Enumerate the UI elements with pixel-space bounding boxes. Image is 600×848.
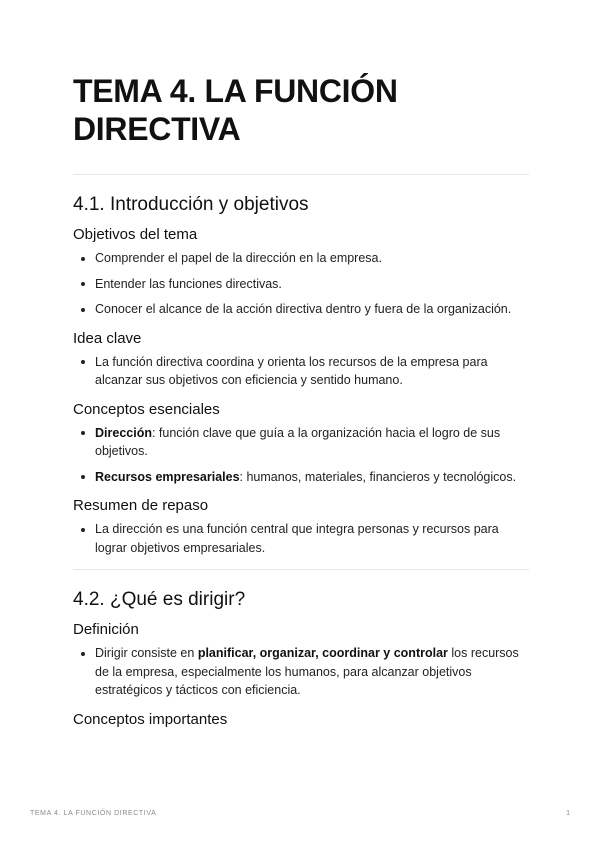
section-heading-que-es-dirigir: 4.2. ¿Qué es dirigir? (73, 589, 246, 610)
list-item (73, 468, 529, 487)
subheading-objetivos: Objetivos del tema (73, 226, 198, 243)
footer-document-title: TEMA 4. LA FUNCIÓN DIRECTIVA (30, 810, 157, 817)
term-definition: : humanos, materiales, financieros y tecnológicos. (239, 469, 517, 484)
subheading-resumen: Resumen de repaso (73, 497, 209, 514)
definicion-list (73, 644, 529, 700)
document-title (73, 72, 529, 148)
term-bold: Recursos empresariales (95, 469, 240, 484)
document-title-line-2: DIRECTIVA (73, 111, 241, 147)
page-content (73, 72, 529, 730)
term-definition: : función clave que guía a la organización hacia el logro de sus objetivos. (95, 425, 501, 458)
definition-text-end: los recursos de la empresa, especialmente los humanos, para alcanzar objetivos estratégicos y tácticos con eficiencia. (95, 646, 519, 697)
definition-text-start: Dirigir consiste en (95, 646, 198, 660)
resumen-list (73, 520, 529, 557)
list-item: Conocer el alcance de la acción directiva dentro y fuera de la organización. (73, 300, 529, 319)
conceptos-esenciales-list (73, 424, 529, 487)
footer-page-number: 1 (566, 810, 570, 817)
list-item: La función directiva coordina y orienta los recursos de la empresa para alcanzar sus objetivos con eficiencia y sentido humano. (73, 353, 529, 390)
subheading-definicion: Definición (73, 621, 139, 638)
document-title-line-1: TEMA 4. LA FUNCIÓN (73, 73, 398, 109)
definition-bold: planificar, organizar, coordinar y controlar (197, 646, 448, 660)
term-bold: Dirección (95, 425, 152, 440)
list-item (73, 424, 529, 461)
title-divider (73, 174, 529, 175)
subheading-conceptos-importantes: Conceptos importantes (73, 710, 228, 728)
idea-clave-list (73, 353, 529, 390)
section-divider (73, 569, 529, 570)
list-item: La dirección es una función central que integra personas y recursos para lograr objetivos empresariales. (73, 520, 529, 557)
list-item: Comprender el papel de la dirección en la empresa. (73, 249, 529, 268)
section-heading-introduccion: 4.1. Introducción y objetivos (73, 194, 309, 215)
list-item (73, 644, 529, 700)
subheading-idea-clave: Idea clave (73, 329, 142, 347)
objetivos-list (73, 249, 529, 319)
list-item: Entender las funciones directivas. (73, 275, 529, 294)
subheading-conceptos-esenciales: Conceptos esenciales (73, 400, 220, 418)
